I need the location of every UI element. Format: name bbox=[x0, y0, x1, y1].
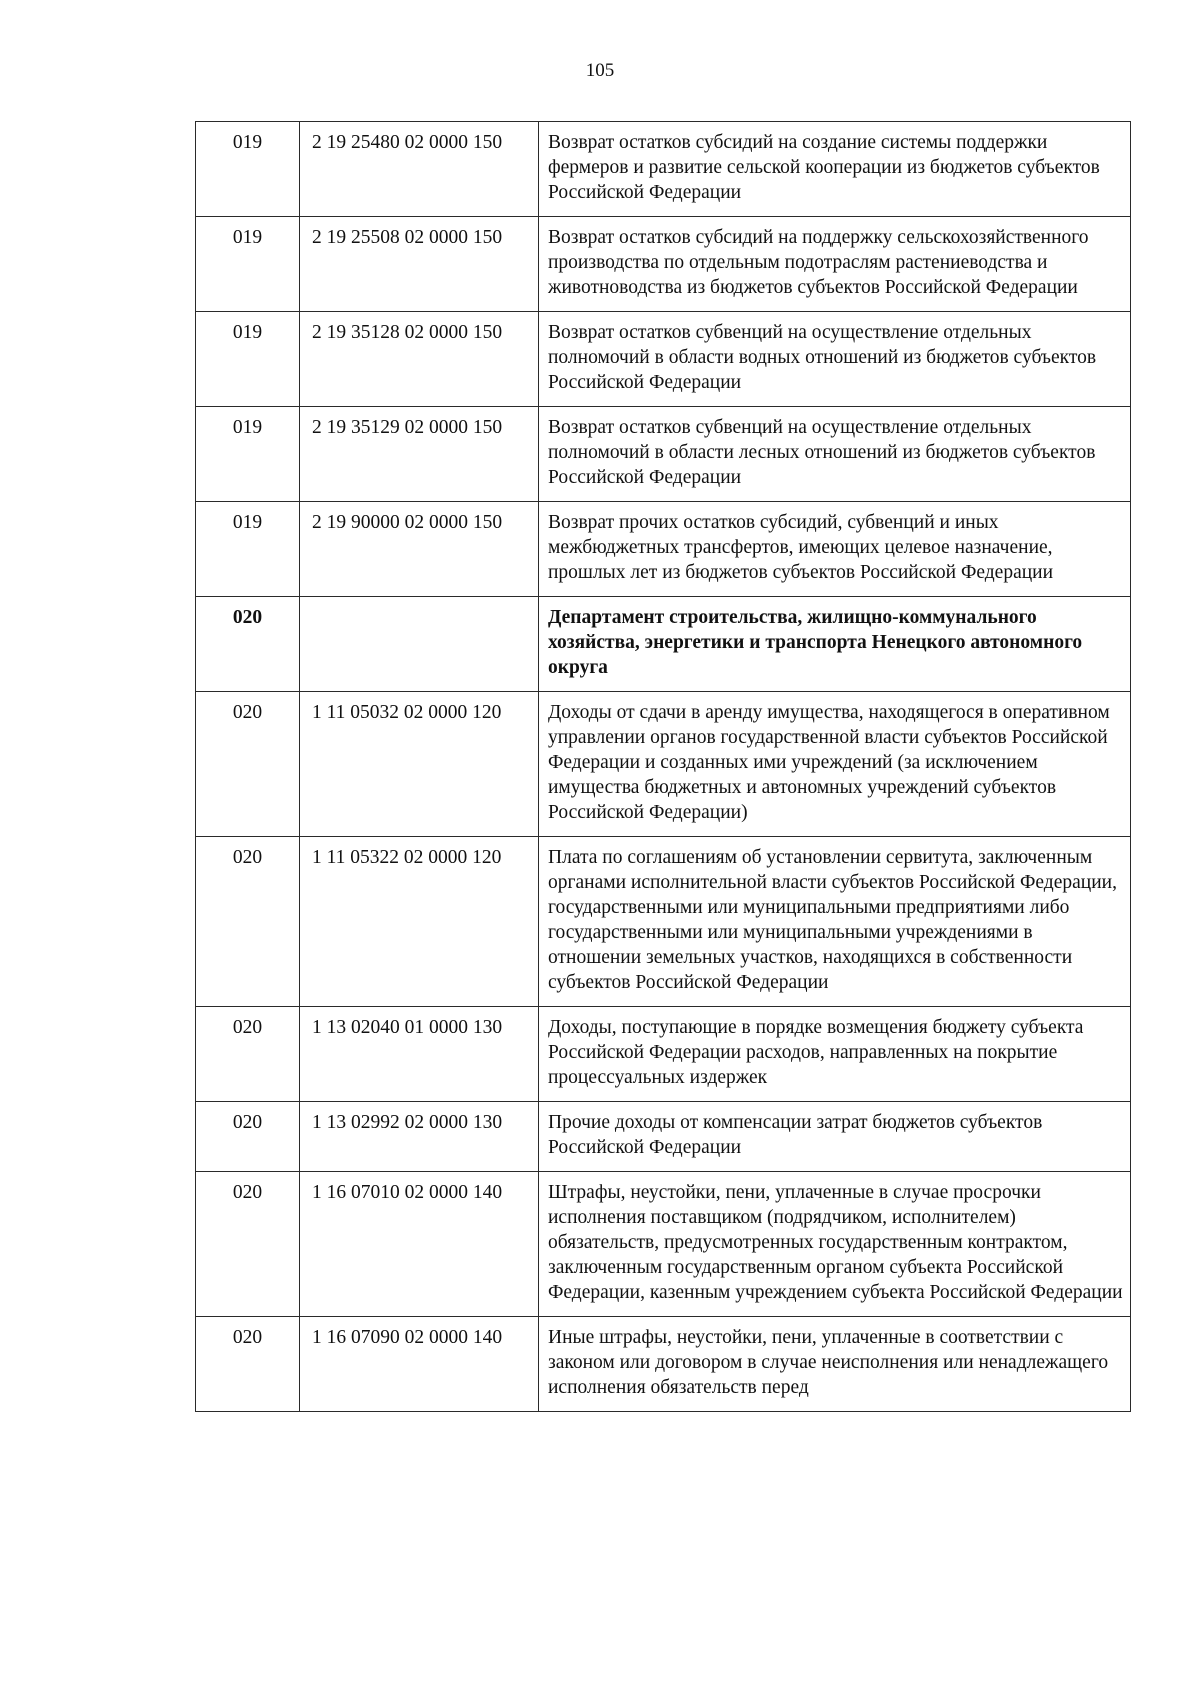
budget-code-cell: 1 13 02992 02 0000 130 bbox=[300, 1102, 539, 1172]
revenue-codes-table bbox=[195, 121, 1131, 1412]
admin-code-cell: 020 bbox=[196, 692, 300, 837]
admin-code-cell: 020 bbox=[196, 1317, 300, 1412]
budget-code-cell bbox=[300, 597, 539, 692]
admin-code-cell: 020 bbox=[196, 837, 300, 1007]
table-row bbox=[196, 1172, 1131, 1317]
revenue-name-cell: Иные штрафы, неустойки, пени, уплаченные в соответствии с законом или договором в случае неисполнения или ненадлежащего исполнения обязательств перед bbox=[539, 1317, 1131, 1412]
budget-code-cell: 2 19 25508 02 0000 150 bbox=[300, 217, 539, 312]
revenue-name-cell: Возврат остатков субсидий на поддержку сельскохозяйственного производства по отдельным подотраслям растениеводства и животноводства из бюджетов субъектов Российской Федерации bbox=[539, 217, 1131, 312]
revenue-name-cell: Плата по соглашениям об установлении сервитута, заключенным органами исполнительной власти субъектов Российской Федерации, государственными или муниципальными предприятиями либо государственными или муниципальными учреждениями в отношении земельных участков, находящихся в собственности субъектов Российской Федерации bbox=[539, 837, 1131, 1007]
table-row bbox=[196, 837, 1131, 1007]
table-row bbox=[196, 407, 1131, 502]
budget-code-cell: 1 11 05032 02 0000 120 bbox=[300, 692, 539, 837]
table-row bbox=[196, 1007, 1131, 1102]
admin-code-cell: 019 bbox=[196, 312, 300, 407]
table-row bbox=[196, 217, 1131, 312]
revenue-name-cell: Возврат прочих остатков субсидий, субвенций и иных межбюджетных трансфертов, имеющих целевое назначение, прошлых лет из бюджетов субъектов Российской Федерации bbox=[539, 502, 1131, 597]
budget-code-cell: 2 19 90000 02 0000 150 bbox=[300, 502, 539, 597]
revenue-name-cell: Возврат остатков субвенций на осуществление отдельных полномочий в области водных отношений из бюджетов субъектов Российской Федерации bbox=[539, 312, 1131, 407]
revenue-name-cell: Прочие доходы от компенсации затрат бюджетов субъектов Российской Федерации bbox=[539, 1102, 1131, 1172]
table-row bbox=[196, 597, 1131, 692]
budget-code-cell: 1 16 07090 02 0000 140 bbox=[300, 1317, 539, 1412]
admin-code-cell: 020 bbox=[196, 597, 300, 692]
admin-code-cell: 019 bbox=[196, 122, 300, 217]
admin-code-cell: 020 bbox=[196, 1007, 300, 1102]
table-row bbox=[196, 1317, 1131, 1412]
table-body bbox=[196, 122, 1131, 1412]
revenue-name-cell: Доходы, поступающие в порядке возмещения бюджету субъекта Российской Федерации расходов, направленных на покрытие процессуальных издержек bbox=[539, 1007, 1131, 1102]
table-row bbox=[196, 122, 1131, 217]
admin-code-cell: 020 bbox=[196, 1172, 300, 1317]
table-row bbox=[196, 502, 1131, 597]
admin-code-cell: 019 bbox=[196, 217, 300, 312]
revenue-name-cell: Штрафы, неустойки, пени, уплаченные в случае просрочки исполнения поставщиком (подрядчиком, исполнителем) обязательств, предусмотренных государственным контрактом, заключенным государственным органом субъекта Российской Федерации, казенным учреждением субъекта Российской Федерации bbox=[539, 1172, 1131, 1317]
admin-code-cell: 020 bbox=[196, 1102, 300, 1172]
budget-code-cell: 1 11 05322 02 0000 120 bbox=[300, 837, 539, 1007]
revenue-name-cell: Доходы от сдачи в аренду имущества, находящегося в оперативном управлении органов государственной власти субъектов Российской Федерации и созданных ими учреждений (за исключением имущества бюджетных и автономных учреждений субъектов Российской Федерации) bbox=[539, 692, 1131, 837]
revenue-name-cell: Возврат остатков субсидий на создание системы поддержки фермеров и развитие сельской кооперации из бюджетов субъектов Российской Федерации bbox=[539, 122, 1131, 217]
budget-code-cell: 2 19 35128 02 0000 150 bbox=[300, 312, 539, 407]
budget-code-cell: 2 19 35129 02 0000 150 bbox=[300, 407, 539, 502]
table-row bbox=[196, 1102, 1131, 1172]
revenue-name-cell: Департамент строительства, жилищно-коммунального хозяйства, энергетики и транспорта Ненецкого автономного округа bbox=[539, 597, 1131, 692]
admin-code-cell: 019 bbox=[196, 407, 300, 502]
admin-code-cell: 019 bbox=[196, 502, 300, 597]
budget-code-cell: 1 13 02040 01 0000 130 bbox=[300, 1007, 539, 1102]
table-row bbox=[196, 312, 1131, 407]
table-row bbox=[196, 692, 1131, 837]
budget-code-cell: 1 16 07010 02 0000 140 bbox=[300, 1172, 539, 1317]
page-number: 105 bbox=[585, 60, 615, 81]
budget-code-cell: 2 19 25480 02 0000 150 bbox=[300, 122, 539, 217]
revenue-name-cell: Возврат остатков субвенций на осуществление отдельных полномочий в области лесных отношений из бюджетов субъектов Российской Федерации bbox=[539, 407, 1131, 502]
